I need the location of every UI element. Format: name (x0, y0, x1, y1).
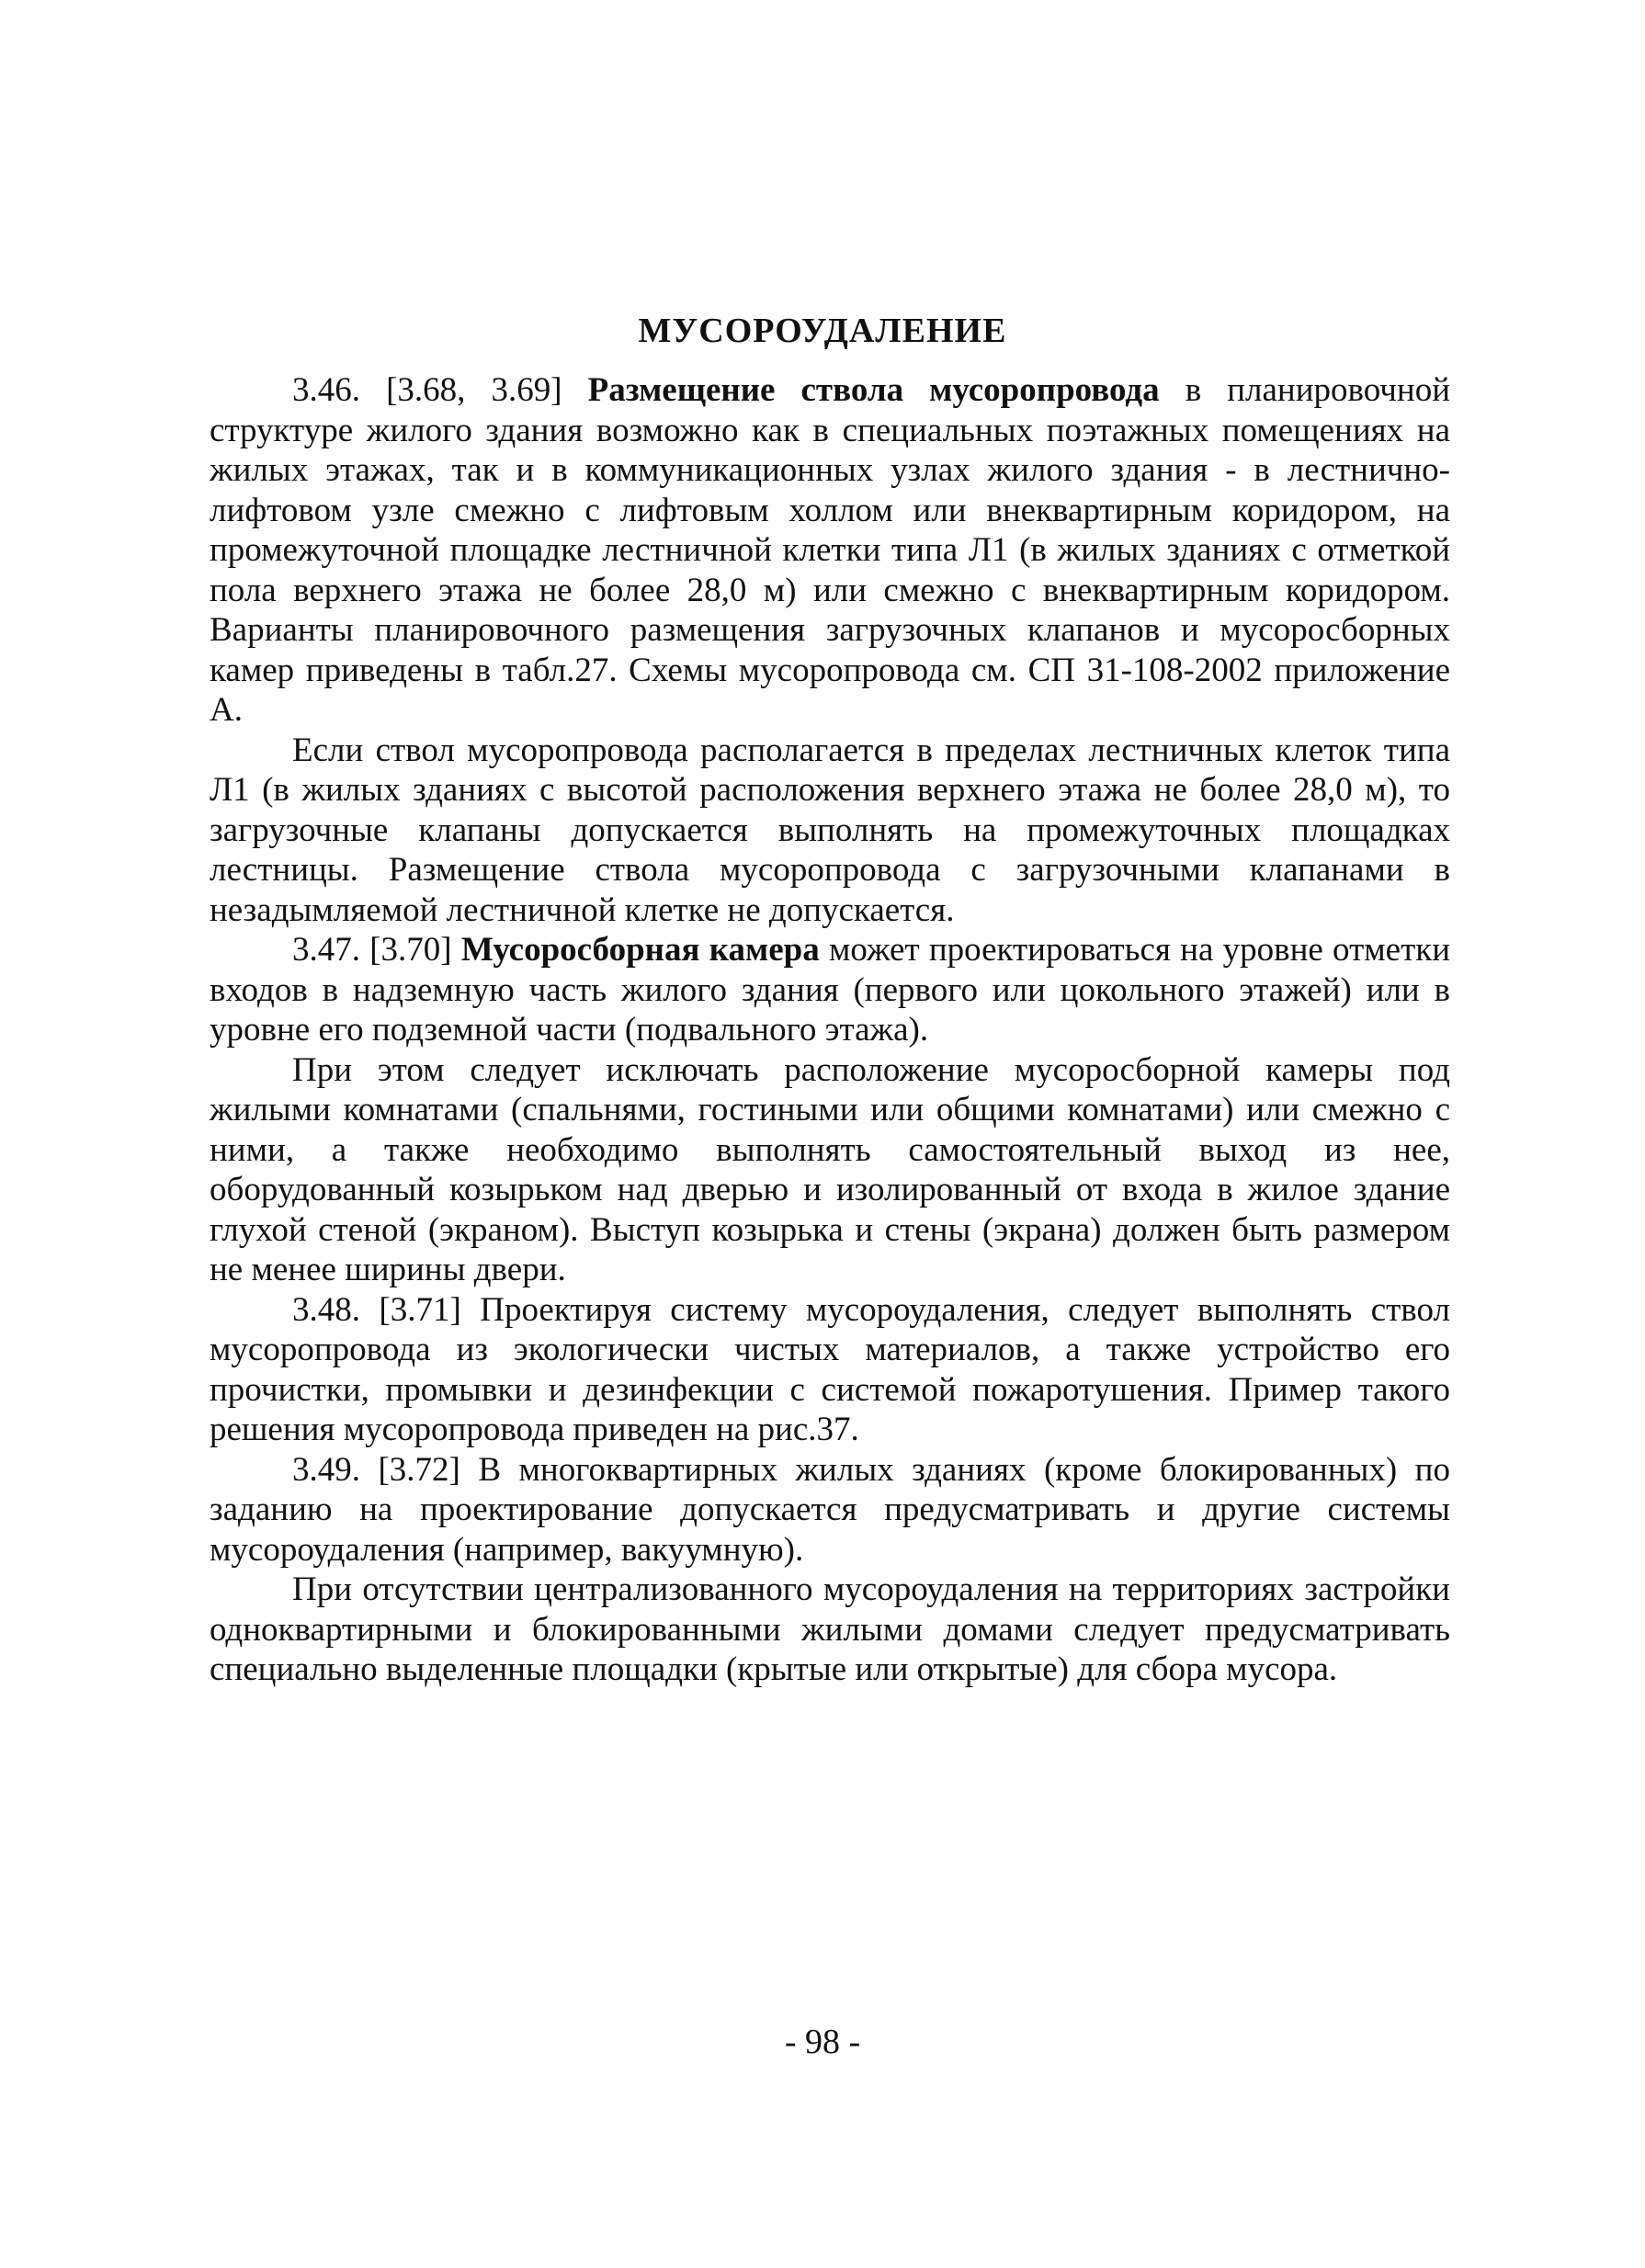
paragraph-3-46 (210, 370, 1450, 731)
paragraph-lestnichnye-kletki (210, 731, 1450, 931)
paragraph-3-48 (210, 1290, 1450, 1450)
body-text (210, 370, 1450, 1690)
paragraph-text: может проектироваться на уровне отметки входов в надземную часть жилого здания (первого или цокольного этажей) или в уровне его подземной части (подвального этажа). (210, 931, 1451, 1049)
clause-term: Размещение ствола мусоропровода (587, 371, 1160, 409)
clause-term: Мусоросборная камера (460, 931, 820, 969)
clause-number: 3.47. [3.70] (292, 931, 452, 969)
paragraph-text: При отсутствии централизованного мусороудаления на территориях застройки одноквартирными и блокированными жилыми домами следует предусматривать специально выделенные площадки (крытые или открытые) для сбора мусора. (210, 1571, 1450, 1688)
page-number: - 98 - (784, 2023, 861, 2061)
clause-number: 3.49. [3.72] (292, 1450, 460, 1489)
paragraph-3-47 (210, 930, 1450, 1050)
section-heading: МУСОРОУДАЛЕНИЕ (638, 312, 1007, 350)
paragraph-iskluchat-raspolozhenie (210, 1050, 1450, 1290)
paragraph-text: При этом следует исключать расположение мусоросборной камеры под жилыми комнатами (спальнями, гостиными или общими комнатами) или смежно с ними, а также необходимо выполнять самостоятельный выход из нее, оборудованный козырьком над дверью и изолированный от входа в жилое здание глухой стеной (экраном). Выступ козырька и стены (экрана) должен быть размером не менее ширины двери. (210, 1050, 1450, 1288)
paragraph-musornye-ploshchadki (210, 1570, 1450, 1690)
clause-number: 3.46. [3.68, 3.69] (292, 371, 562, 409)
paragraph-text: Проектируя систему мусороудаления, следует выполнять ствол мусоропровода из экологически чистых материалов, а также устройство его прочистки, промывки и дезинфекции с системой пожаротушения. Пример такого решения мусоропровода приведен на рис.37. (210, 1290, 1450, 1448)
paragraph-3-49 (210, 1450, 1450, 1571)
paragraph-text: Если ствол мусоропровода располагается в пределах лестничных клеток типа Л1 (в жилых зданиях с высотой расположения верхнего этажа не более 28,0 м), то загрузочные клапаны допускается выполнять на промежуточных площадках лестницы. Размещение ствола мусоропровода с загрузочными клапанами в незадымляемой лестничной клетке не допускается. (210, 731, 1450, 929)
paragraph-text: В многоквартирных жилых зданиях (кроме блокированных) по заданию на проектирование допускается предусматривать и другие системы мусороудаления (например, вакуумную). (210, 1450, 1450, 1569)
paragraph-text: в планировочной структуре жилого здания возможно как в специальных поэтажных помещениях на жилых этажах, так и в коммуникационных узлах жилого здания - в лестнично-лифтовом узле смежно с лифтовым холлом или внеквартирным коридором, на промежуточной площадке лестничной клетки типа Л1 (в жилых зданиях с отметкой пола верхнего этажа не более 28,0 м) или смежно с внеквартирным коридором. Варианты планировочного размещения загрузочных клапанов и мусоросборных камер приведены в табл.27. Схемы мусоропровода см. СП 31-108-2002 приложение А. (210, 371, 1450, 729)
clause-number: 3.48. [3.71] (292, 1290, 461, 1329)
